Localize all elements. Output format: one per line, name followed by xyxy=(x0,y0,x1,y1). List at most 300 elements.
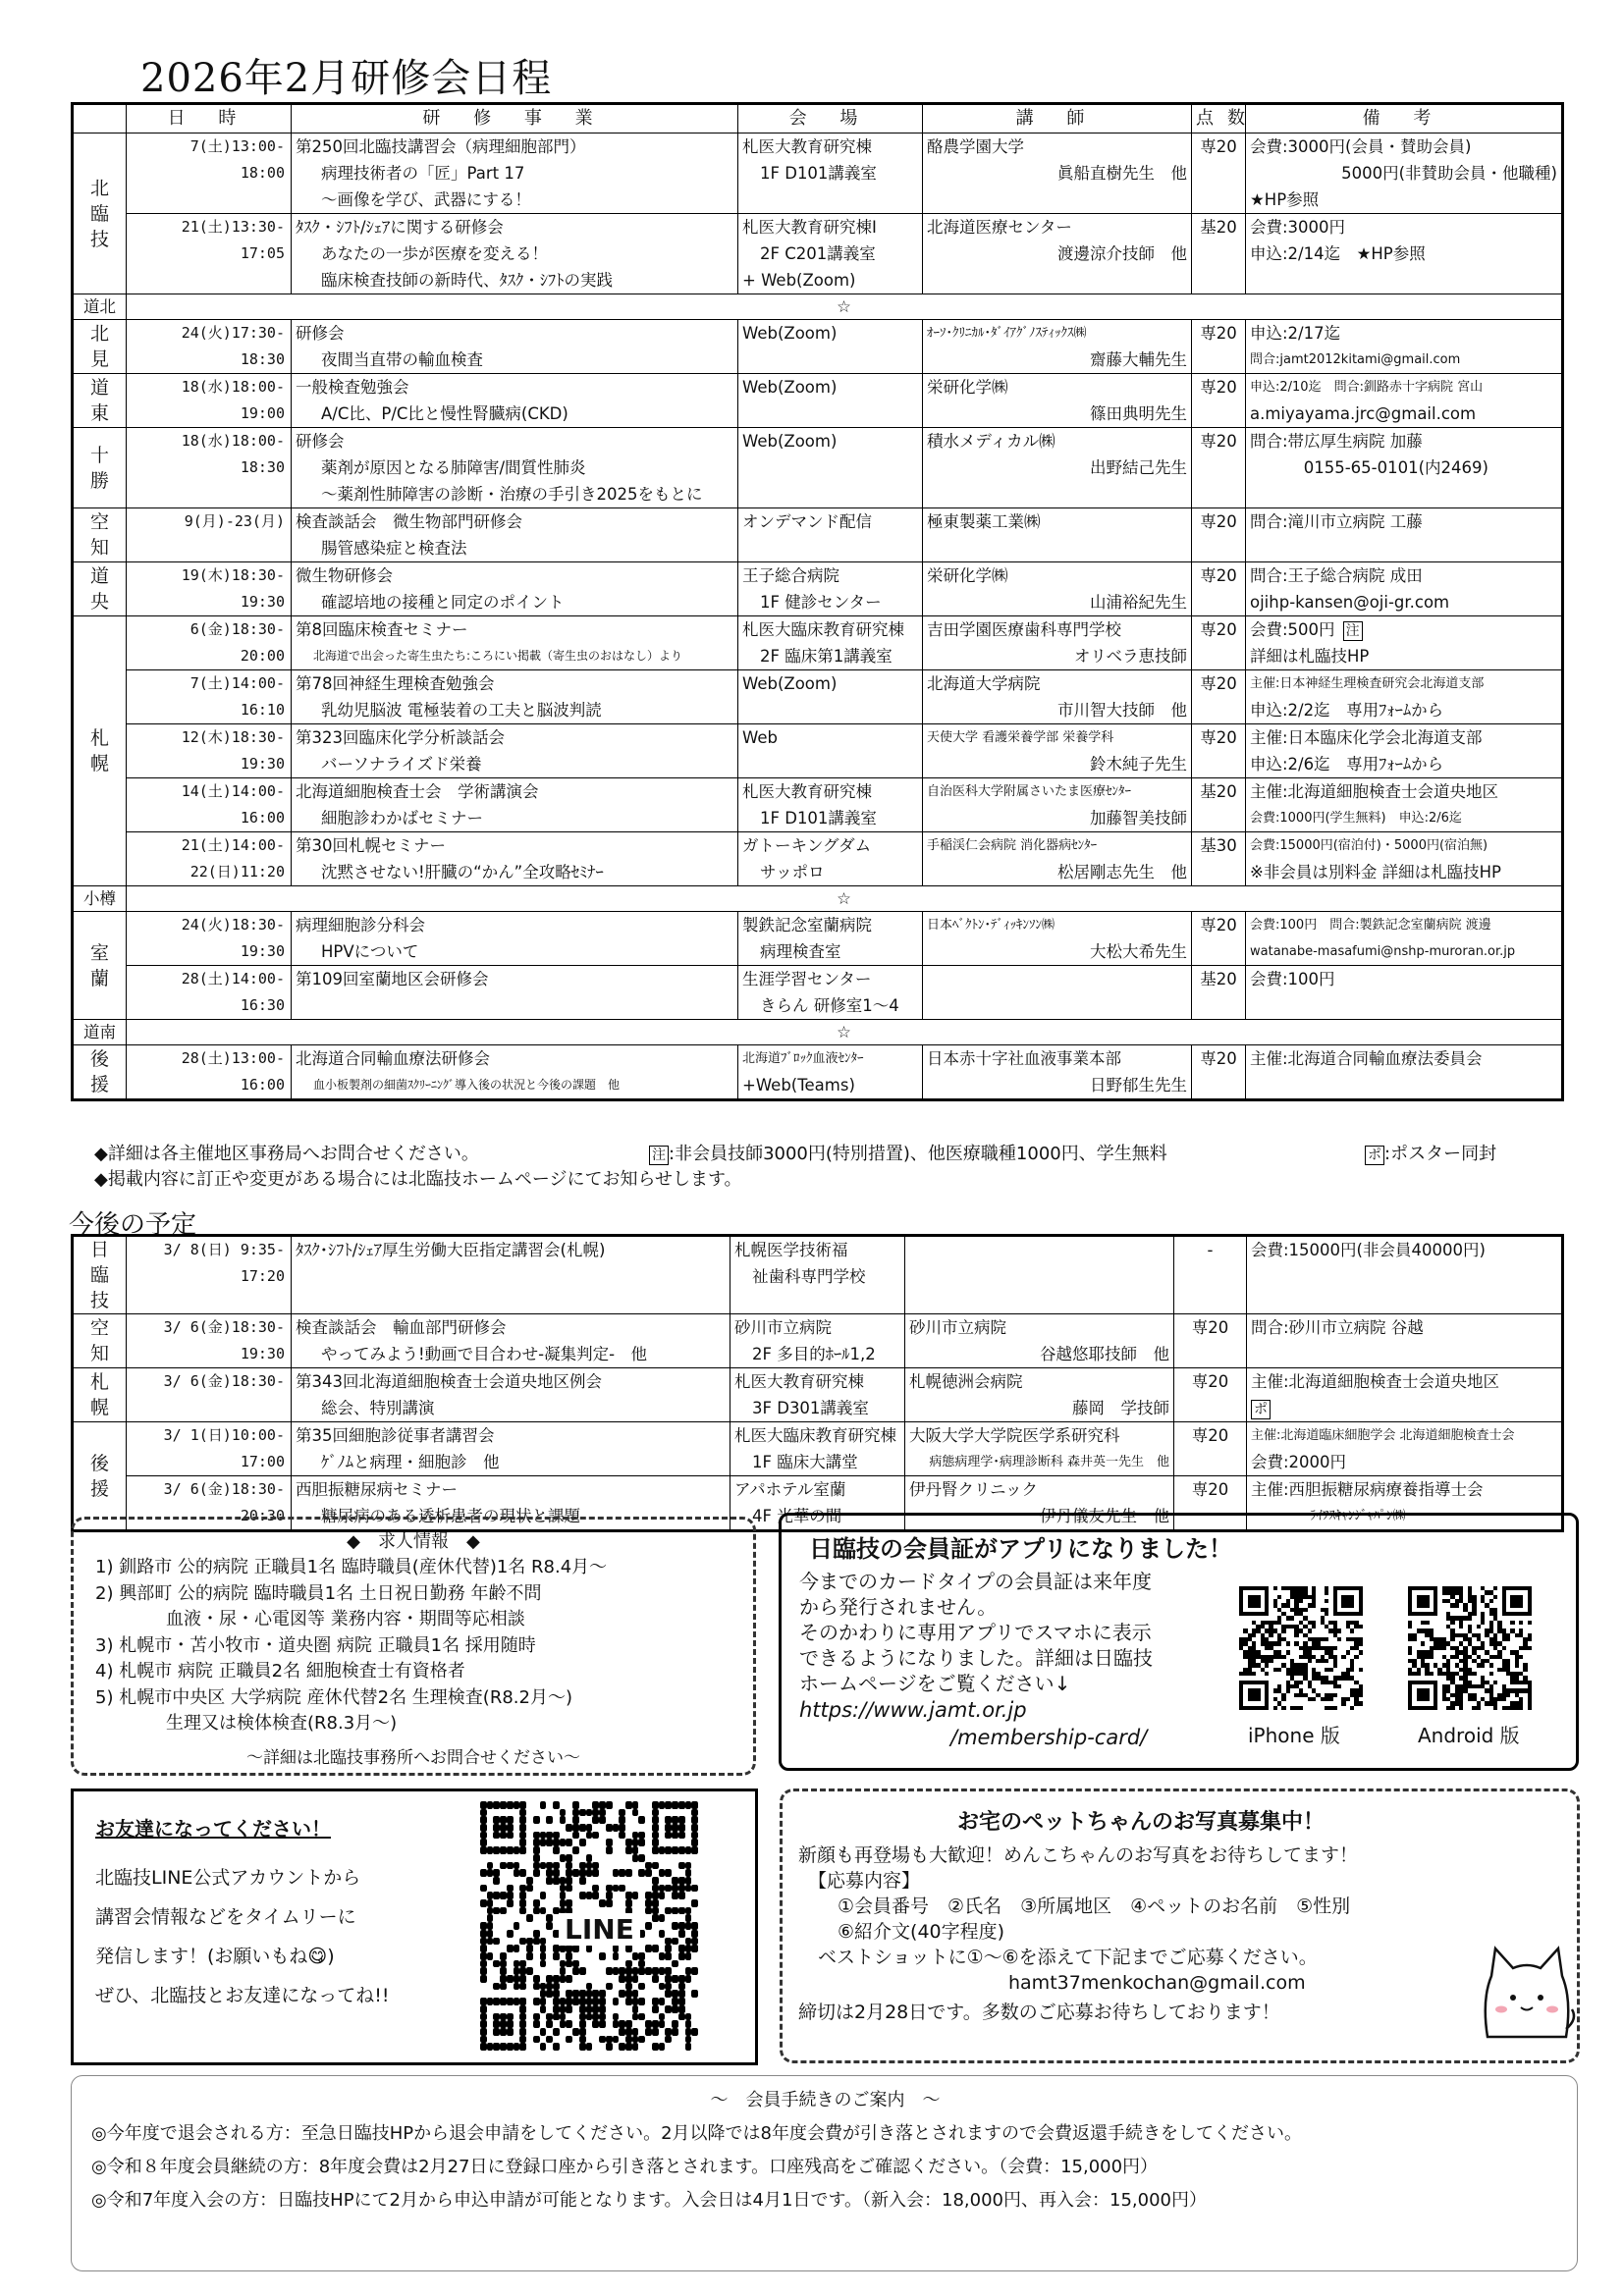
lecturer-cell xyxy=(923,616,1192,670)
cell-line: 札医大臨床教育研究棟 xyxy=(742,620,904,639)
qr-module xyxy=(487,1869,494,1877)
text-line: 【応募内容】 xyxy=(808,1870,921,1892)
qr-module xyxy=(514,1809,520,1817)
qr-module xyxy=(659,1945,666,1952)
qr-module xyxy=(540,1846,547,1854)
qr-module xyxy=(546,2013,553,2021)
cell-line: 18:30 xyxy=(240,458,285,476)
cell-line: 砂川市立病院 xyxy=(734,1318,832,1337)
cell-line: 札医大教育研究棟Ⅰ xyxy=(742,218,877,237)
iphone-qr-code[interactable] xyxy=(1239,1586,1363,1710)
qr-module xyxy=(519,1914,526,1922)
qr-module xyxy=(507,2013,514,2021)
qr-module xyxy=(546,1839,553,1846)
qr-module xyxy=(685,1892,692,1899)
district-name: 札幌 xyxy=(89,1371,109,1418)
date-cell xyxy=(127,832,292,886)
text-line: 新顔も再登場も大歓迎！めんこちゃんのお写真をお待ちしてます！ xyxy=(798,1844,1359,1866)
qr-module xyxy=(507,1990,514,1998)
cell-line: 第78回神経生理検査勉強会 xyxy=(296,674,495,693)
qr-module xyxy=(487,1892,494,1899)
line-qr-label: LINE xyxy=(559,1913,640,1946)
cell-line: 出野結己先生 xyxy=(1090,458,1187,477)
district-label xyxy=(73,616,127,886)
qr-module xyxy=(560,1839,567,1846)
qr-module xyxy=(685,2043,692,2051)
qr-module xyxy=(625,1990,632,1998)
qr-module xyxy=(566,1869,572,1877)
qr-module xyxy=(526,1945,533,1952)
cell-line: 山浦裕紀先生 xyxy=(1090,593,1187,612)
qr-module xyxy=(678,1869,685,1877)
points-value: 専20 xyxy=(1200,728,1237,747)
qr-module xyxy=(514,1907,520,1915)
qr-module xyxy=(625,1967,632,1975)
notes-cell xyxy=(1246,428,1563,508)
qr-module xyxy=(672,1998,678,2005)
cell-line: 3/ 6(金)18:30- xyxy=(163,1480,285,1498)
cell-line: + Web(Zoom) xyxy=(742,271,856,290)
qr-module xyxy=(533,1914,540,1922)
qr-module xyxy=(632,1839,639,1846)
qr-module xyxy=(553,1899,560,1907)
qr-module xyxy=(606,1869,613,1877)
qr-module xyxy=(493,1998,500,2005)
cell-line: 北海道細胞検査士会 学術講演会 xyxy=(296,782,539,801)
qr-module xyxy=(519,1967,526,1975)
note-line: ojihp-kansen@oji-gr.com xyxy=(1250,593,1450,612)
qr-module xyxy=(519,1885,526,1893)
qr-module xyxy=(691,1922,698,1930)
district-name: 道東 xyxy=(89,377,109,424)
qr-module xyxy=(606,1892,613,1899)
date-cell xyxy=(127,1368,292,1422)
cell-line: 9(月)-23(月) xyxy=(184,512,285,530)
qr-module xyxy=(540,1832,547,1840)
qr-module xyxy=(606,2020,613,2028)
cell-line: 12(木)18:30- xyxy=(181,728,285,746)
qr-module xyxy=(514,1816,520,1824)
qr-module xyxy=(665,2028,672,2036)
qr-module xyxy=(672,2028,678,2036)
qr-module xyxy=(507,1983,514,1991)
qr-module xyxy=(632,1809,639,1817)
qr-module xyxy=(632,1892,639,1899)
qr-module xyxy=(691,1832,698,1840)
qr-module xyxy=(672,1945,678,1952)
qr-module xyxy=(579,1892,586,1899)
cell-line: 乳幼児脳波 電極装着の工夫と脳波判読 xyxy=(321,701,602,720)
cell-line: Web(Zoom) xyxy=(742,324,838,343)
qr-module xyxy=(638,1816,645,1824)
points-value: 基20 xyxy=(1200,782,1237,801)
qr-module xyxy=(546,1983,553,1991)
qr-module xyxy=(553,2005,560,2013)
qr-module xyxy=(599,1998,606,2005)
qr-module xyxy=(672,1854,678,1862)
cell-line: 西胆振糖尿病セミナー xyxy=(296,1480,458,1499)
cell-line: 確認培地の接種と同定のポイント xyxy=(321,593,565,612)
qr-module xyxy=(507,2043,514,2051)
qr-module xyxy=(566,1877,572,1885)
points-cell xyxy=(1192,1045,1246,1100)
qr-module xyxy=(645,1938,652,1946)
points-value: 専20 xyxy=(1191,1372,1229,1391)
qr-module xyxy=(526,1952,533,1960)
legend-mark: 注 xyxy=(649,1146,669,1165)
qr-module xyxy=(625,1975,632,1983)
qr-module xyxy=(500,1885,507,1893)
notes-cell xyxy=(1246,724,1563,778)
qr-module xyxy=(691,1983,698,1991)
note-line: 会費:3000円(会員・賛助会員) xyxy=(1250,137,1472,156)
qr-module xyxy=(579,1885,586,1893)
qr-module xyxy=(493,1869,500,1877)
qr-module xyxy=(652,1983,659,1991)
qr-module xyxy=(625,1998,632,2005)
qr-module xyxy=(526,1862,533,1870)
qr-module xyxy=(645,1862,652,1870)
district-label xyxy=(73,320,127,374)
qr-module xyxy=(487,1983,494,1991)
cell-line: 2F 臨床第1講義室 xyxy=(760,647,893,666)
qr-module xyxy=(540,1960,547,1968)
qr-module xyxy=(632,1983,639,1991)
qr-module xyxy=(691,2036,698,2044)
qr-module xyxy=(672,1816,678,1824)
qr-module xyxy=(586,2005,593,2013)
qr-module xyxy=(632,1832,639,1840)
qr-module xyxy=(500,2036,507,2044)
qr-module xyxy=(652,1839,659,1846)
qr-module xyxy=(606,1862,613,1870)
district-label xyxy=(73,1422,127,1531)
district-name: 後援 xyxy=(89,1452,109,1500)
qr-module xyxy=(685,2028,692,2036)
qr-module xyxy=(553,1990,560,1998)
qr-module xyxy=(566,1854,572,1862)
schedule-row xyxy=(73,1236,1563,1314)
qr-module xyxy=(665,1824,672,1832)
qr-module xyxy=(638,1869,645,1877)
qr-module xyxy=(685,1975,692,1983)
qr-module xyxy=(638,1945,645,1952)
venue-cell xyxy=(738,428,923,508)
qr-module xyxy=(599,1862,606,1870)
qr-module xyxy=(560,1998,567,2005)
qr-module xyxy=(625,1983,632,1991)
qr-module xyxy=(500,1816,507,1824)
qr-module xyxy=(592,1877,599,1885)
district-label xyxy=(73,428,127,508)
qr-module xyxy=(572,1945,579,1952)
notes-cell xyxy=(1247,1314,1563,1368)
qr-module xyxy=(672,1983,678,1991)
qr-module xyxy=(540,1892,547,1899)
qr-module xyxy=(540,2028,547,2036)
qr-module xyxy=(480,1824,487,1832)
qr-module xyxy=(560,2043,567,2051)
schedule-row xyxy=(73,616,1563,670)
qr-module xyxy=(619,2036,625,2044)
qr-module xyxy=(638,1854,645,1862)
qr-module xyxy=(672,2013,678,2021)
qr-module xyxy=(514,2005,520,2013)
qr-module xyxy=(526,1885,533,1893)
qr-module xyxy=(500,1862,507,1870)
points-cell xyxy=(1192,912,1246,966)
qr-module xyxy=(599,1854,606,1862)
venue-cell xyxy=(738,966,923,1020)
qr-module xyxy=(586,2020,593,2028)
qr-module xyxy=(652,1990,659,1998)
qr-module xyxy=(579,1983,586,1991)
qr-module xyxy=(632,2020,639,2028)
qr-module xyxy=(533,1839,540,1846)
qr-module xyxy=(487,1952,494,1960)
qr-module xyxy=(606,1885,613,1893)
qr-module xyxy=(540,1938,547,1946)
qr-module xyxy=(533,1975,540,1983)
cell-line: 伊丹腎クリニック xyxy=(909,1480,1039,1499)
qr-module xyxy=(566,1846,572,1854)
cell-line: A/C比、P/C比と慢性腎臓病(CKD) xyxy=(321,404,568,423)
qr-module xyxy=(691,2028,698,2036)
qr-module xyxy=(645,1967,652,1975)
qr-module xyxy=(645,2005,652,2013)
pet-email[interactable]: hamt37menkochan@gmail.com xyxy=(1008,1972,1306,1994)
qr-module xyxy=(533,2020,540,2028)
qr-module xyxy=(526,1914,533,1922)
text-line: ホームページをご覧ください↓ xyxy=(799,1672,1071,1695)
qr-module xyxy=(619,1816,625,1824)
qr-module xyxy=(572,1998,579,2005)
qr-module xyxy=(533,1990,540,1998)
qr-module xyxy=(480,1975,487,1983)
cell-line: 3/ 1(日)10:00- xyxy=(163,1426,285,1444)
qr-module xyxy=(533,2013,540,2021)
qr-module xyxy=(500,2028,507,2036)
date-cell xyxy=(127,778,292,832)
qr-module xyxy=(665,1930,672,1938)
qr-module xyxy=(579,1824,586,1832)
qr-module xyxy=(685,1930,692,1938)
qr-module xyxy=(514,1885,520,1893)
qr-module xyxy=(665,1854,672,1862)
qr-module xyxy=(691,1945,698,1952)
qr-module xyxy=(553,1998,560,2005)
qr-module xyxy=(645,1975,652,1983)
qr-module xyxy=(592,1809,599,1817)
points-value: 基20 xyxy=(1200,970,1237,988)
qr-module xyxy=(619,1832,625,1840)
points-value: 専20 xyxy=(1191,1318,1229,1337)
qr-module xyxy=(579,1869,586,1877)
venue-cell xyxy=(738,508,923,562)
date-cell xyxy=(127,912,292,966)
qr-module xyxy=(678,1945,685,1952)
qr-module xyxy=(678,1885,685,1893)
qr-module xyxy=(519,2020,526,2028)
qr-module xyxy=(625,2036,632,2044)
qr-module xyxy=(514,1846,520,1854)
qr-module xyxy=(625,2020,632,2028)
points-value: 専20 xyxy=(1200,137,1237,156)
qr-module xyxy=(586,2043,593,2051)
qr-module xyxy=(526,1869,533,1877)
membership-title: ～ 会員手続きのご案内 ～ xyxy=(710,2090,941,2110)
note-line: 会費:1000円(学生無料) 申込:2/6迄 xyxy=(1250,811,1462,826)
qr-module xyxy=(546,1938,553,1946)
qr-module xyxy=(691,1907,698,1915)
qr-module xyxy=(487,1907,494,1915)
qr-module xyxy=(645,1885,652,1893)
qr-module xyxy=(566,1899,572,1907)
android-qr-code[interactable] xyxy=(1408,1586,1532,1710)
qr-module xyxy=(592,1869,599,1877)
qr-module xyxy=(533,2043,540,2051)
qr-module xyxy=(652,1938,659,1946)
cell-line: 北海道で出会った寄生虫たち:ころにい掲載（寄生虫のおはなし）より xyxy=(313,649,683,663)
qr-module xyxy=(579,2005,586,2013)
qr-module xyxy=(507,1869,514,1877)
cell-line: 病理細胞診分科会 xyxy=(296,916,425,934)
qr-module xyxy=(533,1967,540,1975)
note-line: 会費:15000円(宿泊付)・5000円(宿泊無) xyxy=(1250,838,1488,853)
qr-module xyxy=(685,1998,692,2005)
cell-line: 検査談話会 輸血部門研修会 xyxy=(296,1318,507,1337)
qr-module xyxy=(606,1839,613,1846)
qr-module xyxy=(519,1945,526,1952)
schedule-table xyxy=(71,102,1564,1101)
qr-module xyxy=(546,1922,553,1930)
header-cell: 会 場 xyxy=(738,104,923,133)
points-cell xyxy=(1192,832,1246,886)
qr-module xyxy=(652,2028,659,2036)
qr-module xyxy=(586,2028,593,2036)
notes-cell xyxy=(1246,616,1563,670)
line-text xyxy=(95,1858,389,2015)
qr-module xyxy=(678,1983,685,1991)
cell-line: 市川智大技師 他 xyxy=(1057,701,1187,720)
app-url-2[interactable]: /membership-card/ xyxy=(950,1726,1148,1749)
venue-cell xyxy=(730,1236,905,1314)
qr-module xyxy=(546,1832,553,1840)
qr-module xyxy=(560,1824,567,1832)
qr-module xyxy=(632,1862,639,1870)
qr-module xyxy=(519,1922,526,1930)
qr-module xyxy=(638,1839,645,1846)
qr-module xyxy=(526,1824,533,1832)
qr-module xyxy=(625,2043,632,2051)
qr-module xyxy=(645,1839,652,1846)
qr-module xyxy=(678,1824,685,1832)
qr-module xyxy=(685,1990,692,1998)
cell-line: 3/ 8(日) 9:35- xyxy=(163,1241,285,1258)
notes-cell xyxy=(1246,133,1563,214)
event-cell xyxy=(292,670,738,724)
qr-module xyxy=(507,1945,514,1952)
qr-module xyxy=(638,1952,645,1960)
cell-line: 7(土)14:00- xyxy=(189,674,285,692)
points-cell xyxy=(1192,670,1246,724)
qr-module xyxy=(672,1809,678,1817)
qr-module xyxy=(678,1998,685,2005)
lecturer-cell xyxy=(923,912,1192,966)
qr-module xyxy=(480,1945,487,1952)
app-text xyxy=(799,1569,1153,1696)
qr-module xyxy=(572,2013,579,2021)
qr-module xyxy=(586,1952,593,1960)
qr-module xyxy=(672,1839,678,1846)
text-line: ⑥紹介文(40字程度) xyxy=(838,1921,1005,1943)
qr-module xyxy=(592,1824,599,1832)
text-line: ◎令和7年度入会の方：日臨技HPにて2月から申込申請が可能となります。入会日は4月1日です。（新入会：18,000円、再入会：15,000円） xyxy=(91,2190,1207,2211)
qr-module xyxy=(507,1801,514,1809)
qr-module xyxy=(500,1952,507,1960)
qr-module xyxy=(613,2005,620,2013)
cell-line: 札医大教育研究棟 xyxy=(742,137,872,156)
qr-module xyxy=(638,1832,645,1840)
qr-module xyxy=(619,1983,625,1991)
qr-module xyxy=(540,1801,547,1809)
text-line: 2) 興部町 公的病院 臨時職員1名 土日祝日勤務 年齢不問 xyxy=(95,1582,542,1604)
qr-module xyxy=(480,1801,487,1809)
qr-module xyxy=(553,1824,560,1832)
qr-module xyxy=(507,1877,514,1885)
schedule-row xyxy=(73,133,1563,214)
lecturer-cell xyxy=(923,724,1192,778)
qr-module xyxy=(566,1952,572,1960)
qr-module xyxy=(540,1899,547,1907)
qr-module xyxy=(540,1907,547,1915)
note-line: 問合:jamt2012kitami@gmail.com xyxy=(1250,352,1461,367)
qr-module xyxy=(586,1945,593,1952)
cell-line: 18:00 xyxy=(240,164,285,182)
qr-module xyxy=(586,1839,593,1846)
schedule-row xyxy=(73,1314,1563,1368)
qr-module xyxy=(540,1869,547,1877)
qr-module xyxy=(514,1824,520,1832)
qr-module xyxy=(487,1824,494,1832)
qr-module xyxy=(638,1877,645,1885)
qr-module xyxy=(526,1801,533,1809)
qr-module xyxy=(592,2020,599,2028)
qr-module xyxy=(592,2013,599,2021)
qr-module xyxy=(592,1892,599,1899)
qr-module xyxy=(678,1952,685,1960)
qr-module xyxy=(540,1945,547,1952)
qr-module xyxy=(599,1885,606,1893)
qr-module xyxy=(685,1816,692,1824)
legend-mark: ポ xyxy=(1365,1146,1384,1165)
qr-module xyxy=(480,2028,487,2036)
cell-line: 2F 多目的ﾎｰﾙ1,2 xyxy=(752,1345,876,1363)
qr-module xyxy=(572,1869,579,1877)
qr-module xyxy=(691,1914,698,1922)
qr-module xyxy=(526,2020,533,2028)
qr-module xyxy=(519,1907,526,1915)
qr-module xyxy=(546,1809,553,1817)
cell-line: 微生物研修会 xyxy=(296,566,393,585)
qr-module xyxy=(678,2043,685,2051)
qr-module xyxy=(500,1809,507,1817)
app-url-1[interactable]: https://www.jamt.or.jp xyxy=(799,1698,1027,1722)
qr-module xyxy=(665,1869,672,1877)
cell-line: 糖尿病のある透析患者の現状と課題 xyxy=(321,1507,580,1525)
qr-module xyxy=(533,1922,540,1930)
qr-module xyxy=(613,2028,620,2036)
